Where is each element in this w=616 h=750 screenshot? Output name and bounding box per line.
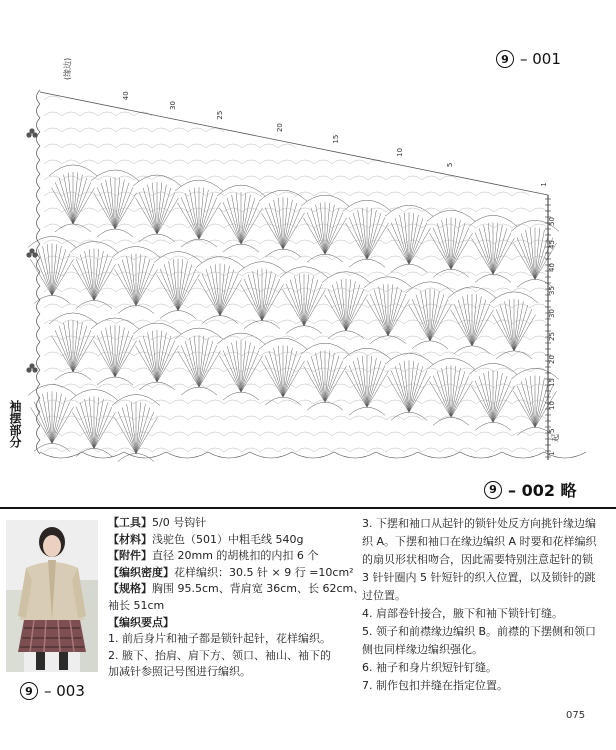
right-row-number: 30 [548,309,556,318]
diagram-id-003 [20,682,85,700]
chain-arc [349,259,385,267]
edge-note: (缘边) [63,57,72,80]
top-row-number: 40 [122,91,130,101]
chain-arc [286,326,322,334]
pineapple-fan [178,187,221,239]
step-item: 3. 下摆和袖口从起针的锁针处反方向挑针缘边编织 A。下摆和袖口在缘边编织 A 时要和花样编织的扇贝形状相吻合，因此需要特别注意起针的锁 3 针针圈内 5 针短针的织入位置，以及锁针的跳过位置。 [362,517,597,602]
diagram-code: – 002 略 [508,481,577,500]
chain-mesh-row [44,416,548,420]
bottom-scallop-edge [40,452,586,458]
model-photo-illustration [6,520,98,672]
pineapple-fan [430,365,473,417]
chain-arc [265,397,301,405]
pineapple-fan [52,320,95,372]
pineapple-fan [52,172,95,224]
step-item: 6. 袖子和身片织短针钉缝。 [362,661,497,674]
step-item: 5. 领子和前襟缘边编织 B。前襟的下摆侧和领口侧也同样缘边编织强化。 [362,625,597,656]
knitting-points-title: 【编织要点】 [108,615,174,629]
pineapple-fan [493,299,536,351]
chain-arc [244,321,280,329]
pineapple-fan [73,397,116,449]
pineapple-fan [388,212,431,264]
right-row-number: 45 [548,240,556,249]
pineapple-fan [283,274,326,326]
right-row-number: 35 [548,286,556,295]
chain-mesh-row [44,96,62,100]
chain-mesh-row [44,208,548,212]
model-photo [6,520,98,672]
pineapple-fan [472,370,515,422]
crochet-chart-svg [0,30,616,480]
edge-trefoil-marker [29,363,34,368]
pineapple-fan [94,177,137,229]
pineapple-fan [136,330,179,382]
chain-mesh-row [44,320,548,324]
top-row-number: 15 [332,134,340,144]
edge-trefoil-marker [29,128,34,133]
gauge-row: 【编织密度】花样编织：30.5 针 × 9 行 =10cm² [108,565,354,579]
accessories-row: 【附件】直径 20mm 的胡桃扣的内扣 6 个 [108,549,319,563]
pineapple-fan [220,192,263,244]
top-row-number: 5 [446,162,454,168]
tools-row: 【工具】5/0 号钩针 [108,516,207,529]
section-divider [0,507,616,509]
knitting-steps [362,515,598,695]
chain-arc [139,382,175,390]
materials-spec [108,515,365,681]
top-row-number: 30 [169,100,177,110]
right-row-number: 10 [548,401,556,410]
pineapple-fan [262,345,305,397]
knitting-point: 1. 前后身片和袖子都是锁针起针，花样编织。 [108,632,331,646]
chain-mesh-row [44,272,548,276]
pineapple-fan [31,243,74,295]
chain-arc [391,264,427,272]
step-item: 4. 肩部卷针接合，腋下和袖下锁针钉缝。 [362,607,563,620]
size-row: 【规格】胸围 95.5cm、背肩宽 36cm、长 62cm、 [108,582,365,596]
chain-arc [76,300,112,308]
chart-top-edge [40,92,548,195]
diagram-number-circle: 9 [20,682,38,700]
pineapple-fan [304,202,347,254]
right-row-number: 50 [548,217,556,226]
chain-mesh-row [44,128,224,132]
chain-mesh-row [44,192,530,196]
right-row-number: 25 [548,332,556,341]
chain-arc [55,372,91,380]
right-row-number: 40 [548,263,556,272]
right-row-number: 15 [548,378,556,387]
chain-mesh-row [44,176,458,180]
chain-arc [433,269,469,277]
pineapple-fan [451,294,494,346]
chain-mesh-row [44,400,548,404]
chain-mesh-row [44,448,548,452]
right-row-number: 1 [548,451,556,456]
chain-mesh-row [44,240,548,244]
pineapple-fan [367,284,410,336]
diagram-code: – 001 [520,50,561,68]
diagram-code: – 003 [44,682,85,700]
top-row-number: 20 [276,123,284,133]
sleeve-section-label: 袖摆部分 [8,400,22,448]
pineapple-fan [241,269,284,321]
edge-trefoil-marker [29,248,34,253]
chain-arc [223,392,259,400]
chain-arc [223,244,259,252]
pineapple-fan [346,355,389,407]
crochet-chart [0,30,616,480]
knitting-point: 加减针参照记号图进行编织。 [108,665,251,679]
top-row-number: 25 [216,110,224,120]
pineapple-fan [304,350,347,402]
right-row-number: 20 [548,355,556,364]
pineapple-fan [157,259,200,311]
chain-arc [349,407,385,415]
chain-mesh-row [44,160,386,164]
chain-arc [307,254,343,262]
pineapple-fan [199,264,242,316]
diagram-number-circle: 9 [484,481,502,499]
chain-arc [370,336,406,344]
chain-mesh-row [44,432,548,436]
chain-arc [202,316,238,324]
chain-mesh-row [44,256,548,260]
pineapple-fan [220,340,263,392]
chain-arc [475,422,511,430]
start-label: 起 [551,434,560,442]
chain-arc [181,387,217,395]
chain-arc [55,224,91,232]
top-row-number: 10 [396,147,404,157]
chain-arc [454,346,490,354]
pineapple-fan [178,335,221,387]
page-number: 075 [566,710,586,721]
chain-arc [97,229,133,237]
chain-mesh-row [44,144,296,148]
chain-arc [118,306,154,314]
pineapple-fan [115,402,158,454]
chain-arc [97,377,133,385]
size-row-continued: 袖长 51cm [108,598,165,612]
pineapple-fan [115,254,158,306]
chain-arc [412,341,448,349]
knitting-point: 2. 腋下、抬肩、肩下方、领口、袖山、袖下的 [108,648,331,662]
chain-arc [34,443,70,451]
pineapple-fan [346,207,389,259]
pineapple-fan [409,289,452,341]
chain-mesh-row [44,288,548,292]
pineapple-fan [472,222,515,274]
top-row-number: 1 [540,182,548,187]
right-row-number: 5 [548,428,556,433]
pineapple-fan [262,197,305,249]
chain-mesh-row [44,112,152,116]
diagram-id-002 [484,478,577,501]
chain-arc [307,402,343,410]
chain-arc [160,311,196,319]
chain-arc [328,331,364,339]
chain-arc [475,274,511,282]
step-item: 7. 制作包扣并缝在指定位置。 [362,679,508,692]
materials-row: 【材料】浅驼色（501）中粗毛线 540g [108,532,304,546]
diagram-number-circle: 9 [496,50,514,68]
